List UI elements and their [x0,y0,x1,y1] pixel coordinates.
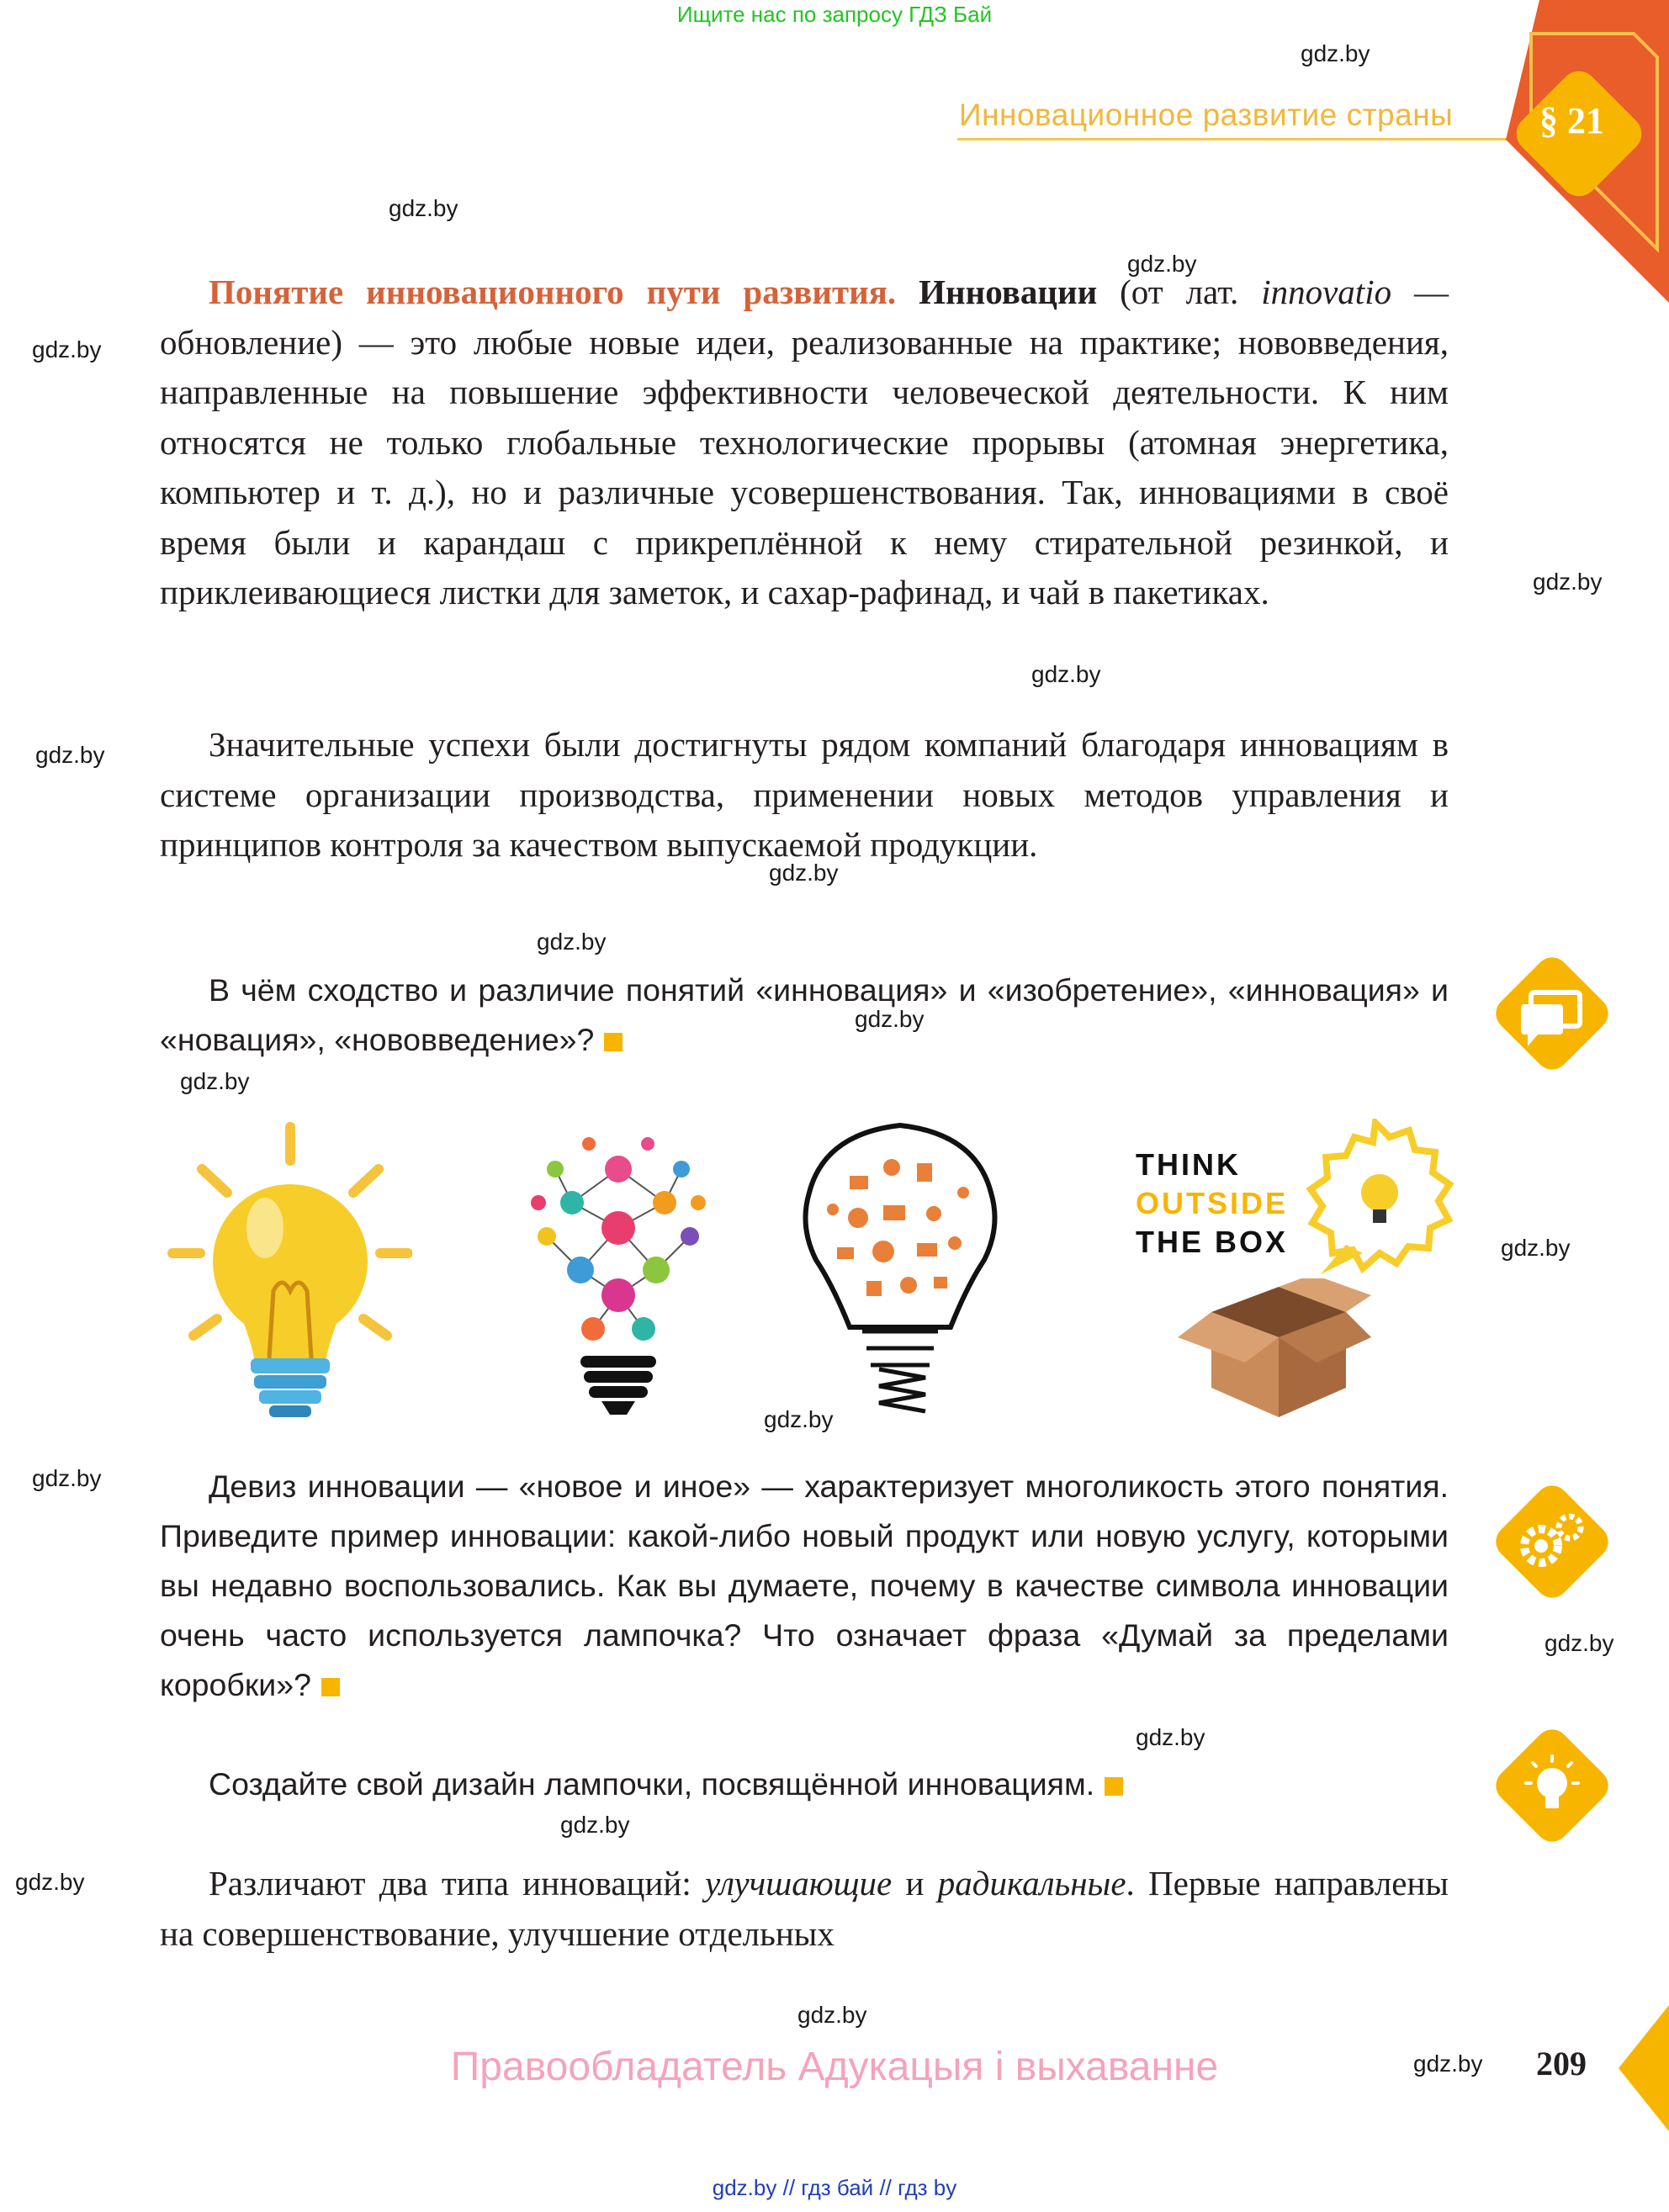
paragraph-types [160,1859,1449,1959]
network-lightbulb-image [522,1119,715,1421]
footer-separator: // [782,2175,796,2200]
watermark: gdz.by [769,860,839,886]
question-1-text: В чём сходство и различие понятий «инновация» и «изобретение», «инновация» и «новация», «нововведение»? [160,972,1449,1057]
chapter-title: Инновационное развитие страны [959,98,1454,132]
outline-lightbulb-image [799,1117,1001,1428]
task-block-3 [160,1760,1449,1809]
latin-word: innovatio [1261,273,1392,311]
the-box-word: THE BOX [1136,1225,1289,1259]
type-improving: улучшающие [705,1864,893,1902]
think-outside-box-text [1136,1146,1304,1262]
watermark: gdz.by [560,1812,630,1838]
footer-link-gdz-by-cyr[interactable]: гдз by [898,2175,957,2200]
watermark: gdz.by [1031,661,1101,687]
type-radical: радикальные [937,1864,1126,1902]
header-rule [957,138,1513,140]
watermark: gdz.by [1136,1724,1205,1750]
watermark: gdz.by [389,195,458,221]
end-square-icon [321,1678,340,1696]
watermark: gdz.by [764,1406,834,1432]
watermark: gdz.by [797,2002,867,2028]
discussion-icon [1489,950,1615,1077]
paragraph-definition [160,267,1449,618]
page-corner-tab [1619,2005,1669,2131]
watermark: gdz.by [1413,2051,1483,2077]
question-2-text: Девиз инновации — «новое и иное» — характеризует многоликость этого понятия. Приведите пример инновации: какой-либо новый продукт или новую услугу, которыми вы недавно воспользовались. Как вы думаете, почему в качестве символа инновации очень часто используется лампочка? Что означает фраза «Думай за пределами коробки»? [160,1468,1449,1702]
think-outside-box-image [1136,1119,1455,1421]
paragraph-success [160,720,1449,871]
watermark: gdz.by [35,742,105,768]
footer-link-gdz-bai[interactable]: гдз бай [801,2175,874,2200]
watermark: gdz.by [1501,1235,1571,1261]
watermark: gdz.by [1301,40,1370,66]
watermark: gdz.by [855,1006,925,1032]
definition-text: — обновление) — это любые новые идеи, реализованные на практике; нововведения, направленные на повышение эффективности человеческой деятельности. К ним относятся не только глобальные технологические прорывы (атомная энергетика, компьютер и т. д.), но и различные усовершенствования. Так, инновациями в своё время были и карандаш с прикреплённой к нему стирательной резинкой, и приклеивающиеся листки для заметок, и сахар-рафинад, и чай в пакетиках. [160,273,1449,611]
watermark: gdz.by [180,1068,250,1094]
watermark: gdz.by [15,1869,85,1895]
from-latin: (от лат. [1097,273,1262,311]
term-innovations: Инновации [919,273,1098,311]
types-and: и [892,1864,938,1902]
lightbulb-idea-icon [1489,1723,1615,1849]
gears-icon [1489,1479,1615,1605]
watermark: gdz.by [1544,1630,1614,1656]
watermark: gdz.by [32,1465,102,1491]
end-square-icon [604,1033,623,1051]
yellow-lightbulb-image [160,1119,412,1430]
task-3-text: Создайте свой дизайн лампочки, посвящённой инновациям. [209,1766,1095,1802]
types-start: Различают два типа инноваций: [209,1864,706,1902]
outside-word: OUTSIDE [1136,1186,1289,1220]
paragraph-badge: § 21 [1539,100,1604,141]
paragraph-corner-decoration [1506,0,1669,320]
types-end: . Первые направлены на совершенствование, улучшение отдельных [160,1864,1449,1953]
page-number: 209 [1536,2045,1587,2082]
top-banner: Ищите нас по запросу ГДЗ Бай [676,2,993,27]
end-square-icon [1105,1777,1123,1796]
question-block-2 [160,1462,1449,1710]
watermark: gdz.by [1127,251,1197,277]
paragraph-success-text: Значительные успехи были достигнуты рядом компаний благодаря инновациям в системе организации производства, применении новых методов управления и принципов контроля за качеством выпускаемой продукции. [160,725,1449,864]
watermark: gdz.by [537,929,607,955]
watermark: gdz.by [1533,569,1603,595]
footer-separator: // [879,2175,892,2200]
cardboard-box-icon [1178,1278,1371,1421]
question-block-1 [160,966,1449,1065]
copyright-notice: Правообладатель Адукацыя і выхаванне [450,2045,1219,2089]
think-word: THINK [1136,1147,1241,1182]
section-lead: Понятие инновационного пути развития. [209,273,897,311]
idea-bubble-icon [1295,1119,1455,1278]
footer-link-gdz-by[interactable]: gdz.by [712,2175,777,2200]
watermark: gdz.by [32,336,102,362]
footer-links [0,2175,1669,2201]
